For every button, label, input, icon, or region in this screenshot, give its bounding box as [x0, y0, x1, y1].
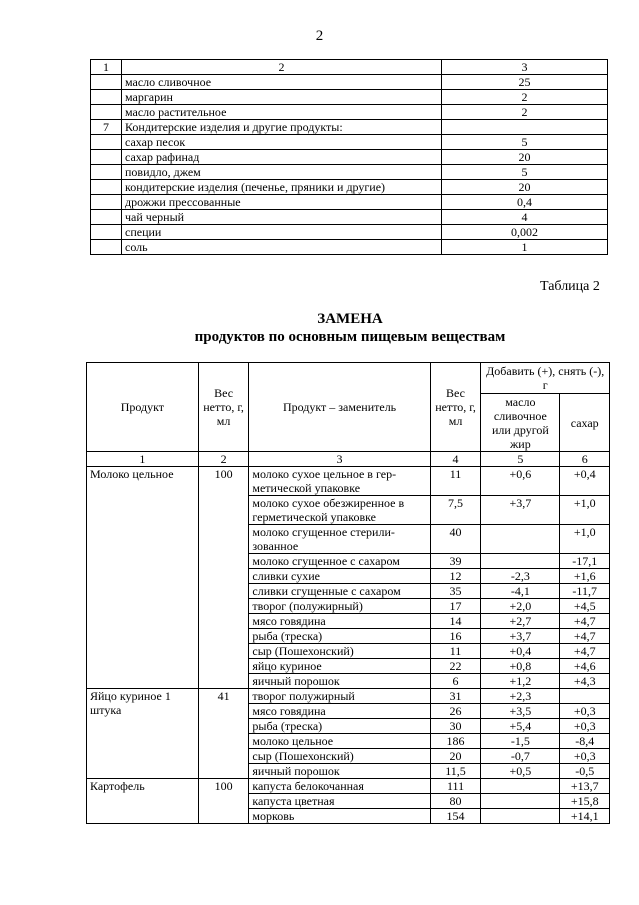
sugar-cell: +4,6: [560, 659, 610, 674]
sugar-cell: +4,5: [560, 599, 610, 614]
row-value: 0,4: [442, 195, 608, 210]
sub-weight-cell: 6: [430, 674, 481, 689]
table-row: [91, 135, 608, 150]
substitute-cell: яичный порошок: [249, 674, 430, 689]
fat-cell: -0,7: [481, 749, 560, 764]
column-number: 4: [430, 452, 481, 467]
sugar-cell: -17,1: [560, 554, 610, 569]
sub-weight-cell: 16: [430, 629, 481, 644]
sub-weight-cell: 186: [430, 734, 481, 749]
sub-weight-cell: 39: [430, 554, 481, 569]
sugar-cell: +0,3: [560, 749, 610, 764]
substitute-cell: мясо говядина: [249, 614, 430, 629]
fat-cell: +2,3: [481, 689, 560, 704]
fat-cell: [481, 554, 560, 569]
row-value: 4: [442, 210, 608, 225]
column-number: 6: [560, 452, 610, 467]
product-weight-cell: 100: [198, 467, 249, 689]
fat-cell: [481, 809, 560, 824]
header-cell: 3: [442, 60, 608, 75]
sub-weight-cell: 80: [430, 794, 481, 809]
table-header-row: [91, 60, 608, 75]
sub-weight-cell: 11: [430, 467, 481, 496]
row-number: [91, 105, 122, 120]
substitute-cell: капуста белокочанная: [249, 779, 430, 794]
sugar-cell: +4,3: [560, 674, 610, 689]
page-title: ЗАМЕНА: [317, 311, 383, 327]
sub-weight-cell: 35: [430, 584, 481, 599]
fat-cell: -1,5: [481, 734, 560, 749]
sub-weight-cell: 20: [430, 749, 481, 764]
table-row: [87, 779, 610, 794]
row-number: [91, 210, 122, 225]
row-name: специи: [122, 225, 442, 240]
row-value: 1: [442, 240, 608, 255]
substitute-cell: молоко сухое обезжиренное в герметической упаковке: [249, 496, 430, 525]
column-numbers-row: [87, 452, 610, 467]
row-number: [91, 165, 122, 180]
substitute-cell: сыр (Пошехонский): [249, 644, 430, 659]
sugar-cell: +15,8: [560, 794, 610, 809]
substitution-table: [86, 362, 610, 824]
substitute-cell: молоко сгущенное стерили-зованное: [249, 525, 430, 554]
table-row: [91, 210, 608, 225]
row-name: дрожжи прессованные: [122, 195, 442, 210]
row-name: сахар песок: [122, 135, 442, 150]
table-label: Таблица 2: [540, 279, 600, 294]
column-number: 5: [481, 452, 560, 467]
table-row: [91, 75, 608, 90]
fat-cell: +3,7: [481, 629, 560, 644]
product-weight-cell: 100: [198, 779, 249, 824]
sub-weight-cell: 11: [430, 644, 481, 659]
header-product: Продукт: [87, 363, 199, 452]
sub-weight-cell: 154: [430, 809, 481, 824]
sub-weight-cell: 30: [430, 719, 481, 734]
row-value: 20: [442, 180, 608, 195]
sugar-cell: +1,0: [560, 525, 610, 554]
sugar-cell: +0,4: [560, 467, 610, 496]
substitute-cell: молоко сухое цельное в гер-метической упаковке: [249, 467, 430, 496]
substitute-cell: мясо говядина: [249, 704, 430, 719]
substitute-cell: капуста цветная: [249, 794, 430, 809]
row-number: [91, 240, 122, 255]
column-number: 1: [87, 452, 199, 467]
sugar-cell: +4,7: [560, 629, 610, 644]
row-number: [91, 90, 122, 105]
fat-cell: +0,5: [481, 764, 560, 779]
sugar-cell: +13,7: [560, 779, 610, 794]
substitute-cell: морковь: [249, 809, 430, 824]
header-cell: 1: [91, 60, 122, 75]
fat-cell: -2,3: [481, 569, 560, 584]
fat-cell: +0,4: [481, 644, 560, 659]
fat-cell: +2,7: [481, 614, 560, 629]
row-name: чай черный: [122, 210, 442, 225]
row-value: 5: [442, 135, 608, 150]
row-number: [91, 135, 122, 150]
sugar-cell: +14,1: [560, 809, 610, 824]
row-value: 25: [442, 75, 608, 90]
sub-weight-cell: 111: [430, 779, 481, 794]
substitute-cell: творог полужирный: [249, 689, 430, 704]
substitute-cell: сливки сухие: [249, 569, 430, 584]
fat-cell: +5,4: [481, 719, 560, 734]
table-row: [91, 165, 608, 180]
fat-cell: [481, 525, 560, 554]
row-name: масло растительное: [122, 105, 442, 120]
sugar-cell: +0,3: [560, 719, 610, 734]
fat-cell: +3,7: [481, 496, 560, 525]
row-number: [91, 150, 122, 165]
row-number: [91, 75, 122, 90]
substitute-cell: творог (полужирный): [249, 599, 430, 614]
header-sugar: сахар: [560, 394, 610, 452]
substitute-cell: рыба (треска): [249, 719, 430, 734]
sub-weight-cell: 22: [430, 659, 481, 674]
sugar-cell: -0,5: [560, 764, 610, 779]
sub-weight-cell: 40: [430, 525, 481, 554]
sugar-cell: [560, 689, 610, 704]
table-row: [87, 689, 610, 704]
page-subtitle: продуктов по основным пищевым веществам: [194, 329, 506, 345]
row-number: [91, 195, 122, 210]
row-value: 0,002: [442, 225, 608, 240]
fat-cell: +0,6: [481, 467, 560, 496]
substitute-cell: рыба (треска): [249, 629, 430, 644]
product-cell: Картофель: [87, 779, 199, 824]
table-row: [91, 90, 608, 105]
table-row: [91, 105, 608, 120]
fat-cell: [481, 779, 560, 794]
substitute-cell: яйцо куриное: [249, 659, 430, 674]
fat-cell: [481, 794, 560, 809]
row-value: 2: [442, 90, 608, 105]
product-weight-cell: 41: [198, 689, 249, 779]
products-table: [90, 59, 608, 255]
table-header-row: [87, 363, 610, 394]
table-row: [87, 467, 610, 496]
sub-weight-cell: 7,5: [430, 496, 481, 525]
product-cell: Яйцо куриное 1 штука: [87, 689, 199, 779]
sub-weight-cell: 12: [430, 569, 481, 584]
header-add-remove: Добавить (+), снять (-), г: [481, 363, 610, 394]
row-value: 2: [442, 105, 608, 120]
substitute-cell: молоко цельное: [249, 734, 430, 749]
substitute-cell: яичный порошок: [249, 764, 430, 779]
substitute-cell: молоко сгущенное с сахаром: [249, 554, 430, 569]
fat-cell: +0,8: [481, 659, 560, 674]
table-row: [91, 120, 608, 135]
substitute-cell: сыр (Пошехонский): [249, 749, 430, 764]
sugar-cell: +1,6: [560, 569, 610, 584]
row-name: Кондитерские изделия и другие продукты:: [122, 120, 442, 135]
fat-cell: +3,5: [481, 704, 560, 719]
row-name: сахар рафинад: [122, 150, 442, 165]
row-number: 7: [91, 120, 122, 135]
sugar-cell: +1,0: [560, 496, 610, 525]
substitute-cell: сливки сгущенные с сахаром: [249, 584, 430, 599]
sugar-cell: -8,4: [560, 734, 610, 749]
row-value: [442, 120, 608, 135]
header-substitute: Продукт – заменитель: [249, 363, 430, 452]
page-number: 2: [315, 28, 324, 44]
fat-cell: +1,2: [481, 674, 560, 689]
row-name: повидло, джем: [122, 165, 442, 180]
row-value: 5: [442, 165, 608, 180]
sugar-cell: +4,7: [560, 644, 610, 659]
sub-weight-cell: 26: [430, 704, 481, 719]
sub-weight-cell: 31: [430, 689, 481, 704]
column-number: 2: [198, 452, 249, 467]
column-number: 3: [249, 452, 430, 467]
fat-cell: +2,0: [481, 599, 560, 614]
header-weight: Вес нетто, г, мл: [198, 363, 249, 452]
row-number: [91, 225, 122, 240]
product-cell: Молоко цельное: [87, 467, 199, 689]
sub-weight-cell: 17: [430, 599, 481, 614]
row-number: [91, 180, 122, 195]
sugar-cell: -11,7: [560, 584, 610, 599]
header-fat: масло сливочное или другой жир: [481, 394, 560, 452]
sub-weight-cell: 11,5: [430, 764, 481, 779]
sugar-cell: +4,7: [560, 614, 610, 629]
sub-weight-cell: 14: [430, 614, 481, 629]
row-name: соль: [122, 240, 442, 255]
row-value: 20: [442, 150, 608, 165]
sugar-cell: +0,3: [560, 704, 610, 719]
row-name: масло сливочное: [122, 75, 442, 90]
row-name: кондитерские изделия (печенье, пряники и другие): [122, 180, 442, 195]
table-row: [91, 225, 608, 240]
table-row: [91, 195, 608, 210]
header-cell: 2: [122, 60, 442, 75]
table-row: [91, 150, 608, 165]
row-name: маргарин: [122, 90, 442, 105]
table-row: [91, 180, 608, 195]
header-sub-weight: Вес нетто, г, мл: [430, 363, 481, 452]
table-row: [91, 240, 608, 255]
fat-cell: -4,1: [481, 584, 560, 599]
